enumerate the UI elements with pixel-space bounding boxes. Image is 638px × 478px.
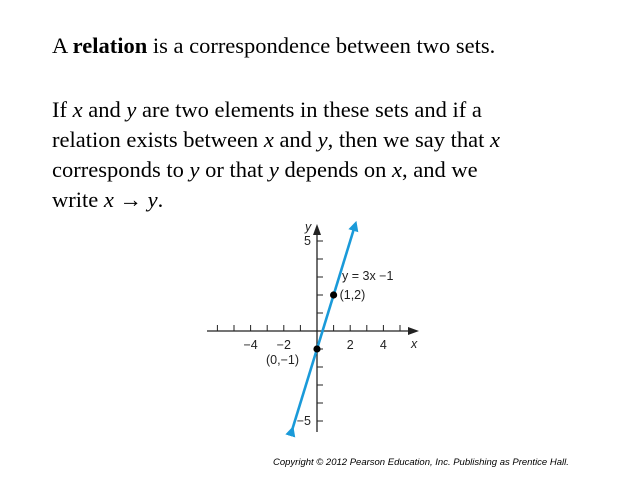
var-x: x xyxy=(490,127,501,152)
var-y: y xyxy=(126,97,137,122)
y-axis-label: y xyxy=(305,220,312,234)
text-segment: write xyxy=(52,187,104,212)
text-segment: , and we xyxy=(401,157,478,182)
text-segment: . xyxy=(157,187,164,212)
var-x: x xyxy=(391,157,402,182)
text-segment: , then we say that xyxy=(327,127,491,152)
y-tick-label: 5 xyxy=(304,234,311,248)
x-ticks xyxy=(217,325,400,331)
var-x: x xyxy=(72,97,83,122)
series-line-y-3x-minus-1 xyxy=(292,225,355,430)
mapping-expression: x → y xyxy=(103,187,158,212)
definition-prefix: A xyxy=(52,33,73,58)
axes-group xyxy=(207,224,419,432)
text-segment: relation exists between xyxy=(52,127,264,152)
y-tick-label: −5 xyxy=(296,414,311,428)
var-y: y xyxy=(268,157,279,182)
copyright-notice: Copyright © 2012 Pearson Education, Inc. Publishing as Prentice Hall. xyxy=(273,457,569,468)
text-segment: and xyxy=(82,97,127,122)
x-tick-label: 4 xyxy=(379,338,387,352)
definition-rest: is a correspondence between two sets. xyxy=(147,33,496,58)
term-relation: relation xyxy=(72,33,148,58)
x-tick-label: 2 xyxy=(346,338,354,352)
text-segment: corresponds to xyxy=(52,157,190,182)
var-y: y xyxy=(189,157,200,182)
equation-label: y = 3x −1 xyxy=(342,269,394,283)
point-label-1-2: (1,2) xyxy=(339,288,366,302)
text-segment: or that xyxy=(199,157,269,182)
x-axis-label: x xyxy=(411,337,418,351)
x-tick-label: −4 xyxy=(243,338,258,352)
point-1-2 xyxy=(330,291,337,298)
text-segment: are two elements in these sets and if a xyxy=(136,97,482,122)
point-label-0-neg1: (0,−1) xyxy=(266,353,300,367)
point-0-neg1 xyxy=(313,345,320,352)
var-y: y xyxy=(317,127,328,152)
y-axis-arrow xyxy=(313,224,321,235)
x-axis-arrow xyxy=(408,327,419,335)
var-x: x xyxy=(263,127,274,152)
text-segment: and xyxy=(273,127,318,152)
x-tick-label: −2 xyxy=(276,338,291,352)
text-segment: depends on xyxy=(278,157,392,182)
text-segment: If xyxy=(52,97,73,122)
